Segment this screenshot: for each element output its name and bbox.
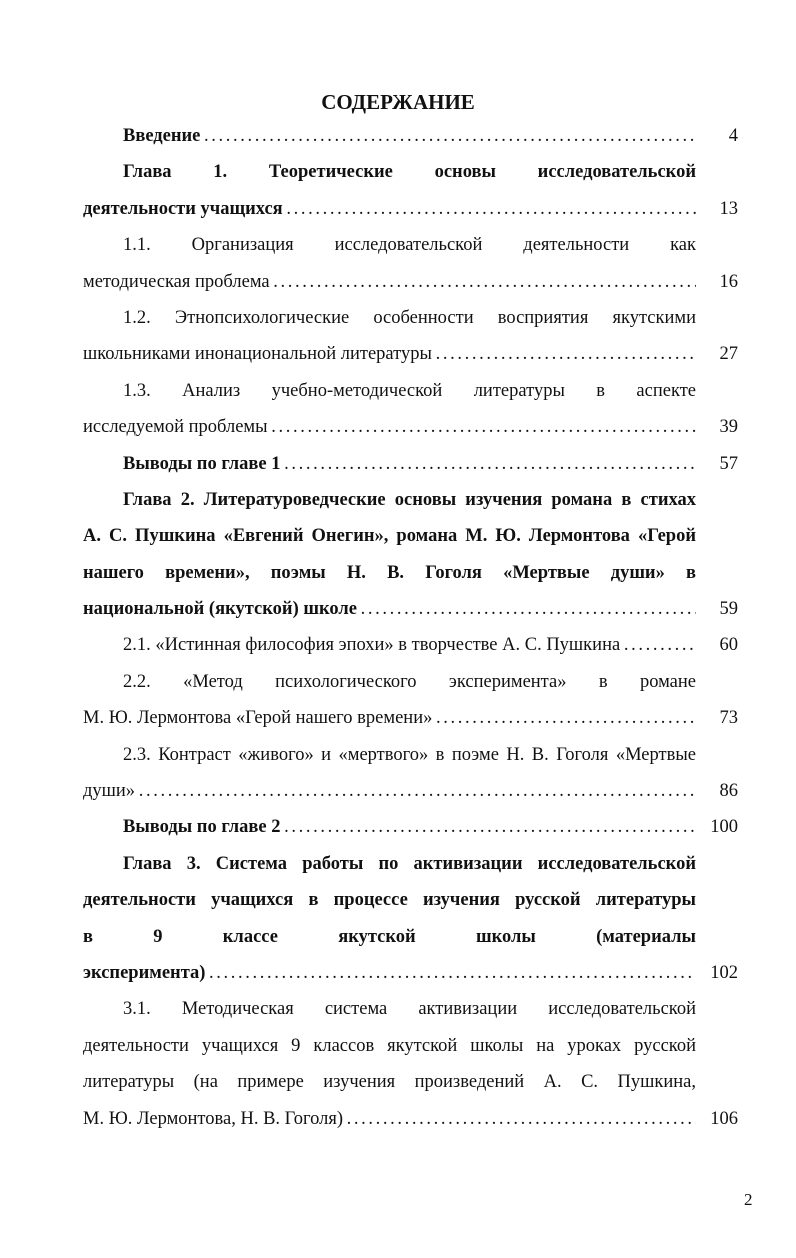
toc-page-number: 16 [719, 271, 738, 292]
toc-entry-title-line: 1.2. Этнопсихологические особенности восприятия якутскими [123, 307, 696, 328]
toc-entry-section-1-1[interactable] [0, 227, 796, 300]
toc-entry-introduction[interactable] [0, 118, 796, 154]
toc-entry-section-1-2[interactable] [0, 300, 796, 373]
toc-entry-title-line: эксперимента) . . . [83, 955, 696, 991]
toc-entry-title-line: М. Ю. Лермонтова «Герой нашего времени» . . . [83, 700, 696, 736]
toc-entry-title: 2.1. «Истинная философия эпохи» в творчестве А. С. Пушкина . . . [123, 627, 696, 663]
toc-page-number: 100 [710, 817, 738, 838]
toc-entry-section-1-3[interactable] [0, 373, 796, 446]
toc-entry-title-line: Глава 2. Литературоведческие основы изучения романа в стихах [123, 489, 696, 510]
toc-page-number: 27 [719, 344, 738, 365]
toc-entry-title-line: деятельности учащихся . . . [83, 191, 696, 227]
toc-entry-chapter-1[interactable] [0, 154, 796, 227]
toc-page-number: 59 [719, 599, 738, 620]
toc-entry-title-line: методическая проблема . . . [83, 264, 696, 300]
toc-entry-title-line: М. Ю. Лермонтова, Н. В. Гоголя) . . . [83, 1101, 696, 1137]
toc-entry-title-line: нашего времени», поэмы Н. В. Гоголя «Мертвые души» в [83, 562, 696, 583]
toc-entry-title-line: исследуемой проблемы . . . [83, 409, 696, 445]
toc-entry-section-3-1[interactable] [0, 991, 796, 1137]
toc-entry-title-line: 2.2. «Метод психологического эксперимента» в романе [123, 671, 696, 692]
toc-entry-title: Введение . . . [123, 118, 696, 154]
toc-entry-title-line: деятельности учащихся 9 классов якутской школы на уроках русской [83, 1035, 696, 1056]
toc-entry-chapter-3[interactable] [0, 846, 796, 992]
page-title: СОДЕРЖАНИЕ [321, 90, 475, 114]
toc-page-number: 60 [719, 635, 738, 656]
toc-page-number: 106 [710, 1108, 738, 1129]
toc-entry-title-line: 1.3. Анализ учебно-методической литературы в аспекте [123, 380, 696, 401]
toc-entry-conclusions-1[interactable] [0, 446, 796, 482]
toc-page-number: 4 [728, 126, 738, 146]
toc-entry-section-2-2[interactable] [0, 664, 796, 737]
toc-entry-conclusions-2[interactable] [0, 809, 796, 845]
toc-entry-chapter-2[interactable] [0, 482, 796, 628]
toc-entry-title: Выводы по главе 2 . . . [123, 809, 696, 845]
table-of-contents [0, 118, 796, 1137]
toc-page-number: 102 [710, 962, 738, 983]
footer-page-number: 2 [744, 1190, 753, 1209]
toc-entry-section-2-1[interactable] [0, 627, 796, 663]
toc-entry-title-line: 3.1. Методическая система активизации исследовательской [123, 999, 696, 1020]
toc-entry-title: Выводы по главе 1 . . . [123, 446, 696, 482]
toc-page-number: 39 [719, 417, 738, 438]
toc-entry-title-line: деятельности учащихся в процессе изучения русской литературы [83, 890, 696, 911]
toc-page-number: 73 [719, 708, 738, 729]
toc-entry-section-2-3[interactable] [0, 737, 796, 810]
toc-entry-title-line: Глава 3. Система работы по активизации исследовательской [123, 853, 696, 874]
toc-entry-title-line: Глава 1. Теоретические основы исследовательской [123, 162, 696, 183]
toc-entry-title-line: души» . . . [83, 773, 696, 809]
toc-entry-title-line: 2.3. Контраст «живого» и «мертвого» в поэме Н. В. Гоголя «Мертвые [123, 744, 696, 765]
toc-page-number: 86 [719, 781, 738, 802]
toc-entry-title-line: литературы (на примере изучения произведений А. С. Пушкина, [83, 1072, 696, 1093]
toc-entry-title-line: национальной (якутской) школе . . . [83, 591, 696, 627]
toc-page-number: 13 [719, 198, 738, 219]
toc-page-number: 57 [719, 453, 738, 474]
toc-entry-title-line: 1.1. Организация исследовательской деятельности как [123, 235, 696, 256]
toc-entry-title-line: А. С. Пушкина «Евгений Онегин», романа М. Ю. Лермонтова «Герой [83, 526, 696, 547]
toc-entry-title-line: в 9 классе якутской школы (материалы [83, 926, 696, 947]
toc-entry-title-line: школьниками инонациональной литературы . . . [83, 336, 696, 372]
